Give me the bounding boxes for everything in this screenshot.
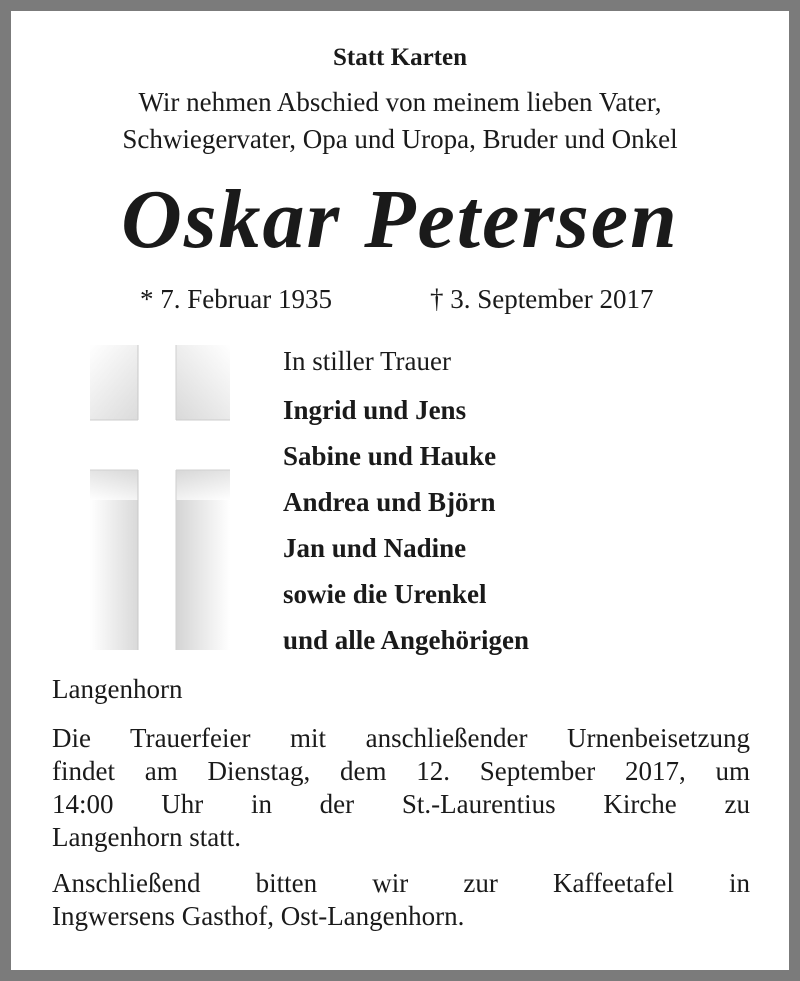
cross-icon [90,345,230,650]
mourner-name: und alle Angehörigen [283,625,530,655]
reception-paragraph [52,867,750,933]
reception-line: Ingwersens Gasthof, Ost-Langenhorn. [52,901,465,931]
mourner-name: Sabine und Hauke [283,441,497,471]
service-line: Die Trauerfeier mit anschließender Urnenbeisetzung [52,723,750,753]
death-date: † 3. September 2017 [430,284,654,314]
notice-heading: Statt Karten [333,44,467,71]
service-line: findet am Dienstag, dem 12. September 2017, um [52,756,750,786]
reception-line: Anschließend bitten wir zur Kaffeetafel in [52,868,750,898]
mourner-name: Ingrid und Jens [283,395,467,425]
intro-line-2: Schwiegervater, Opa und Uropa, Bruder und Onkel [122,124,678,154]
service-line: Langenhorn statt. [52,822,241,852]
mourner-name: sowie die Urenkel [283,579,487,609]
service-paragraph [52,722,750,854]
mourner-name: Jan und Nadine [283,533,467,563]
birth-date: * 7. Februar 1935 [140,284,332,314]
place-text: Langenhorn [52,674,183,704]
intro-line-1: Wir nehmen Abschied von meinem lieben Vater, [138,87,662,117]
deceased-name: Oskar Petersen [121,173,679,266]
mourner-name: Andrea und Björn [283,487,496,517]
place-label [52,673,750,706]
service-line: 14:00 Uhr in der St.-Laurentius Kirche zu [52,789,750,819]
mourning-intro: In stiller Trauer [283,346,451,376]
